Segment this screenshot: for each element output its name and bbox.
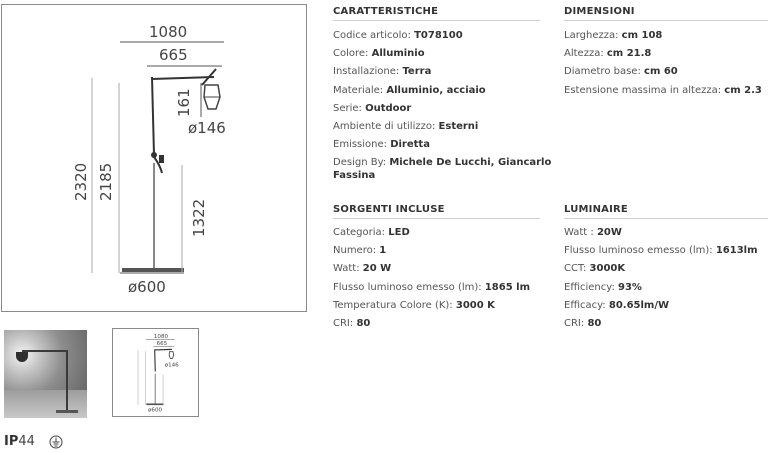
dim-row-diametro: Diametro base: cm 60	[564, 66, 678, 78]
src-row-categoria: Categoria: LED	[333, 227, 410, 238]
dim-head-diameter: ø146	[188, 119, 226, 137]
dim-row-altezza: Altezza: cm 21.8	[564, 48, 652, 60]
lamp-upper-pole	[152, 77, 154, 155]
lum-row-watt: Watt : 20W	[564, 227, 622, 238]
lum-row-flusso: Flusso luminoso emesso (lm): 1613lm	[564, 245, 758, 257]
caratteristiche-list	[333, 29, 553, 188]
dim-base-diameter: ø600	[128, 278, 166, 296]
spec-row-colore: Colore: Alluminio	[333, 48, 425, 60]
src-row-flusso: Flusso luminoso emesso (lm): 1865 lm	[333, 281, 530, 293]
dim-switch-height: 1322	[190, 198, 208, 237]
svg-text:ø600: ø600	[148, 407, 163, 414]
spec-row-codice: Codice articolo: T078100	[333, 30, 463, 41]
section-title-sorgenti: SORGENTI INCLUSE	[333, 204, 540, 219]
dim-total-width: 1080	[149, 23, 188, 41]
lum-row-cri: CRI: 80	[564, 317, 602, 329]
dim-arm-width: 665	[159, 46, 188, 64]
technical-drawing-panel	[1, 4, 307, 312]
spec-row-materiale: Materiale: Alluminio, acciaio	[333, 84, 486, 96]
lum-row-cct: CCT: 3000K	[564, 263, 626, 275]
dimensioni-list	[564, 29, 762, 102]
thumbnail-photo[interactable]	[4, 330, 87, 418]
lamp-arm	[152, 77, 214, 79]
spec-row-design: Design By: Michele De Lucchi, Giancarlo Fassina	[333, 157, 552, 182]
lamp-base	[122, 268, 184, 272]
dim-total-height: 2320	[72, 162, 90, 201]
spec-row-serie: Serie: Outdoor	[333, 102, 412, 114]
sorgenti-list	[333, 226, 530, 335]
spec-row-emissione: Emissione: Diretta	[333, 139, 430, 151]
lum-row-efficacy: Efficacy: 80.65lm/W	[564, 299, 670, 311]
spec-row-ambiente: Ambiente di utilizzo: Esterni	[333, 120, 479, 132]
lamp-switch	[159, 155, 164, 163]
dim-row-estensione: Estensione massima in altezza: cm 2.3	[564, 84, 762, 96]
lum-row-efficiency: Efficiency: 93%	[564, 281, 642, 293]
src-row-numero: Numero: 1	[333, 245, 387, 257]
src-row-watt: Watt: 20 W	[333, 263, 392, 275]
svg-text:1080: 1080	[153, 334, 169, 341]
dim-head-height: 161	[175, 88, 193, 117]
spec-row-installazione: Installazione: Terra	[333, 66, 432, 78]
section-title-luminaire: LUMINAIRE	[564, 204, 768, 219]
dim-row-larghezza: Larghezza: cm 108	[564, 30, 663, 41]
section-title-dimensioni: DIMENSIONI	[564, 6, 768, 21]
luminaire-list	[564, 226, 758, 335]
svg-text:665: 665	[156, 340, 168, 347]
svg-text:ø146: ø146	[164, 362, 179, 369]
ground-earth-icon	[49, 434, 63, 448]
ip-label: IP44	[4, 433, 35, 449]
lamp-drawing-svg	[2, 5, 308, 313]
src-row-cri: CRI: 80	[333, 317, 371, 329]
src-row-temperatura: Temperatura Colore (K): 3000 K	[333, 299, 495, 311]
thumbnail-drawing[interactable]	[112, 328, 199, 417]
dim-second-height: 2185	[97, 162, 115, 201]
ip-rating	[4, 432, 63, 450]
section-title-caratteristiche: CARATTERISTICHE	[333, 6, 540, 21]
